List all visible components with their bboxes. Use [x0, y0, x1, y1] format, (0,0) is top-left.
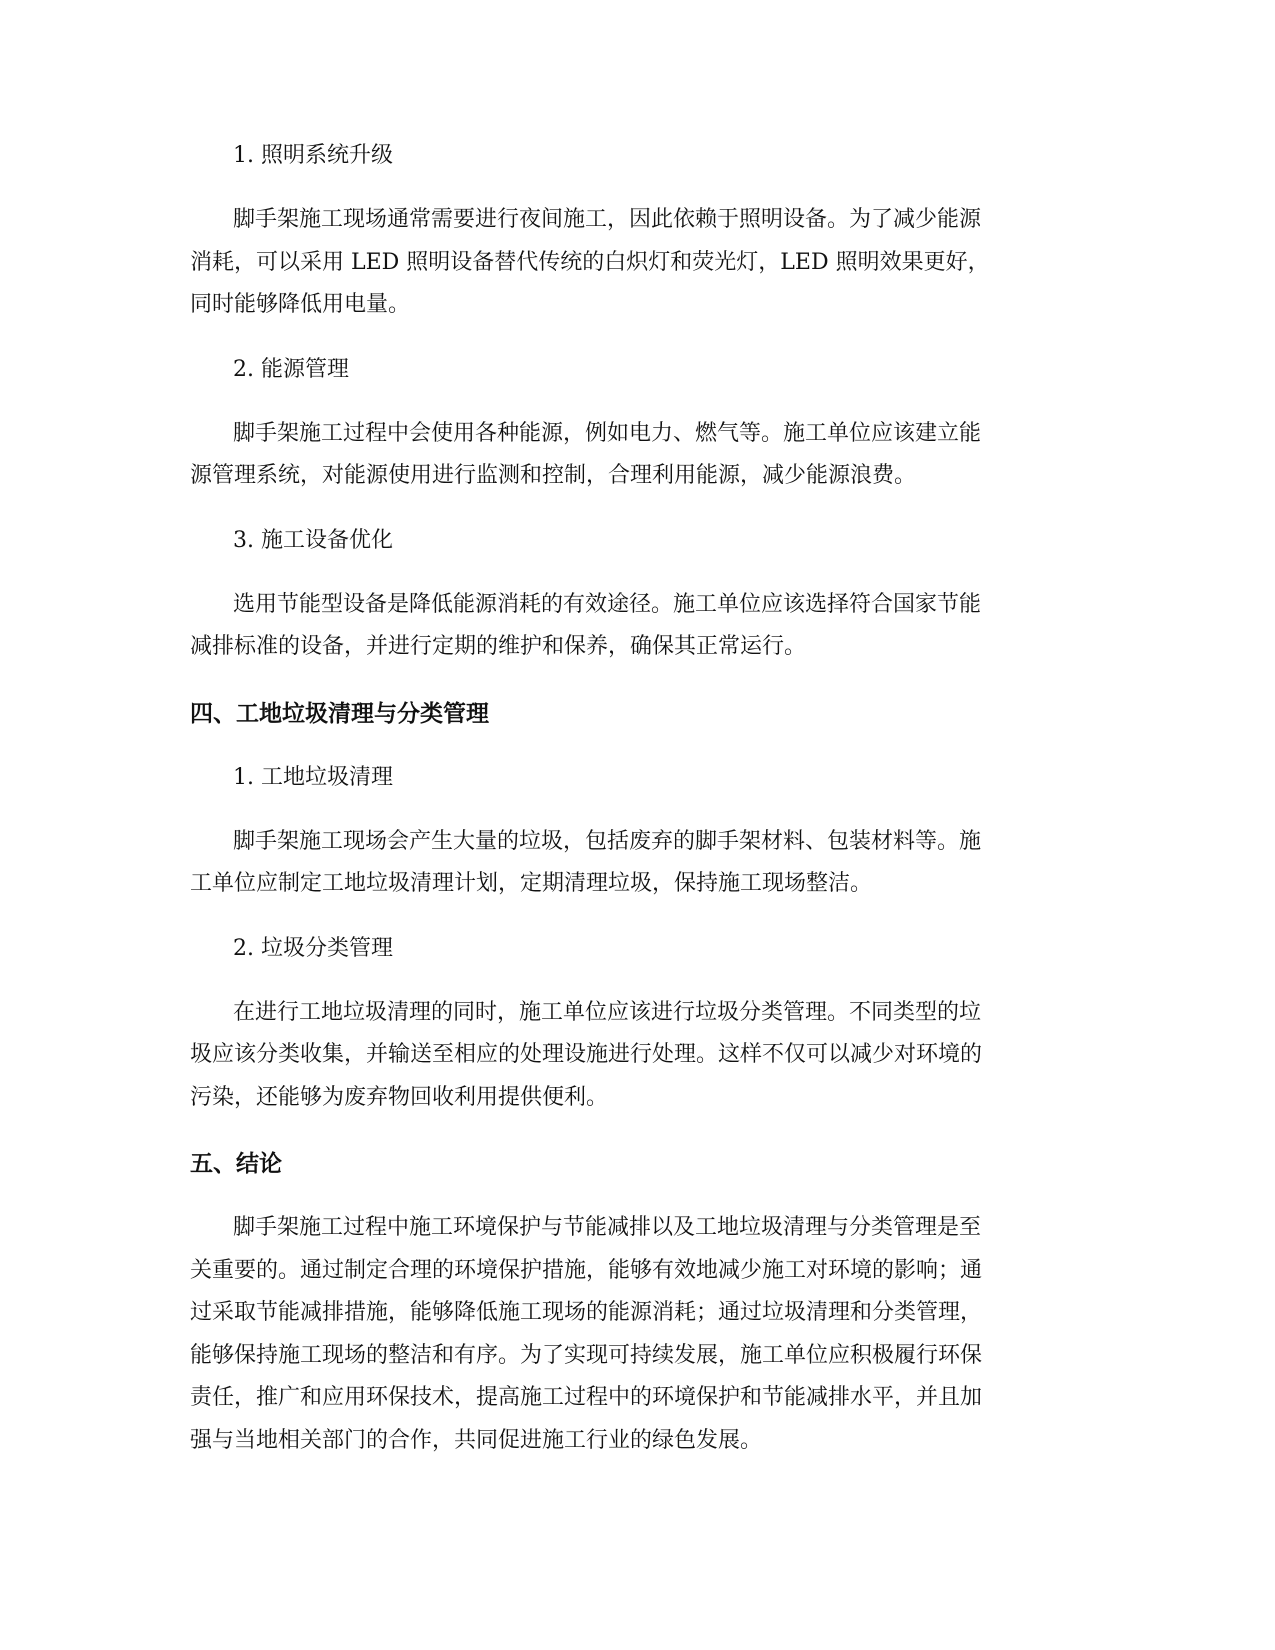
paragraph-line: 在进行工地垃圾清理的同时，施工单位应该进行垃圾分类管理。不同类型的垃 [233, 999, 982, 1025]
paragraph-lighting [190, 199, 1090, 327]
item-energy-management: 2. 能源管理 [233, 356, 349, 382]
heading-section-5: 五、结论 [190, 1151, 282, 1177]
item-equipment-optimization: 3. 施工设备优化 [233, 527, 393, 553]
paragraph-equipment [190, 584, 1090, 669]
paragraph-waste-cleanup [190, 821, 1090, 906]
item-lighting-upgrade: 1. 照明系统升级 [233, 143, 393, 168]
paragraph-line: 消耗，可以采用 LED 照明设备替代传统的白炽灯和荧光灯，LED 照明效果更好， [190, 249, 990, 275]
paragraph-line: 污染，还能够为废弃物回收利用提供便利。 [190, 1084, 609, 1110]
paragraph-line: 能够保持施工现场的整洁和有序。为了实现可持续发展，施工单位应积极履行环保 [190, 1342, 983, 1368]
paragraph-line: 责任，推广和应用环保技术，提高施工过程中的环境保护和节能减排水平，并且加 [190, 1385, 983, 1410]
paragraph-waste-sorting [190, 992, 1090, 1120]
paragraph-line: 过采取节能减排措施，能够降低施工现场的能源消耗；通过垃圾清理和分类管理， [190, 1300, 983, 1325]
paragraph-line: 选用节能型设备是降低能源消耗的有效途径。施工单位应该选择符合国家节能 [233, 591, 982, 617]
item-waste-sorting: 2. 垃圾分类管理 [233, 935, 393, 961]
paragraph-line: 强与当地相关部门的合作，共同促进施工行业的绿色发展。 [190, 1427, 763, 1453]
paragraph-energy [190, 413, 1090, 498]
paragraph-line: 关重要的。通过制定合理的环境保护措施，能够有效地减少施工对环境的影响；通 [190, 1257, 983, 1283]
paragraph-line: 脚手架施工过程中施工环境保护与节能减排以及工地垃圾清理与分类管理是至 [233, 1215, 982, 1240]
paragraph-line: 同时能够降低用电量。 [190, 292, 411, 317]
paragraph-line: 脚手架施工过程中会使用各种能源，例如电力、燃气等。施工单位应该建立能 [233, 420, 982, 446]
paragraph-line: 工单位应制定工地垃圾清理计划，定期清理垃圾，保持施工现场整洁。 [190, 871, 873, 896]
paragraph-conclusion [190, 1207, 1090, 1462]
paragraph-line: 脚手架施工现场会产生大量的垃圾，包括废弃的脚手架材料、包装材料等。施 [233, 828, 982, 854]
paragraph-line: 源管理系统，对能源使用进行监测和控制，合理利用能源，减少能源浪费。 [190, 463, 917, 488]
paragraph-line: 脚手架施工现场通常需要进行夜间施工，因此依赖于照明设备。为了减少能源 [233, 207, 982, 232]
heading-section-4: 四、工地垃圾清理与分类管理 [190, 700, 489, 727]
paragraph-line: 减排标准的设备，并进行定期的维护和保养，确保其正常运行。 [190, 634, 807, 659]
item-waste-cleanup: 1. 工地垃圾清理 [233, 764, 393, 790]
document-page [190, 135, 1090, 1462]
paragraph-line: 圾应该分类收集，并输送至相应的处理设施进行处理。这样不仅可以减少对环境的 [190, 1042, 983, 1067]
